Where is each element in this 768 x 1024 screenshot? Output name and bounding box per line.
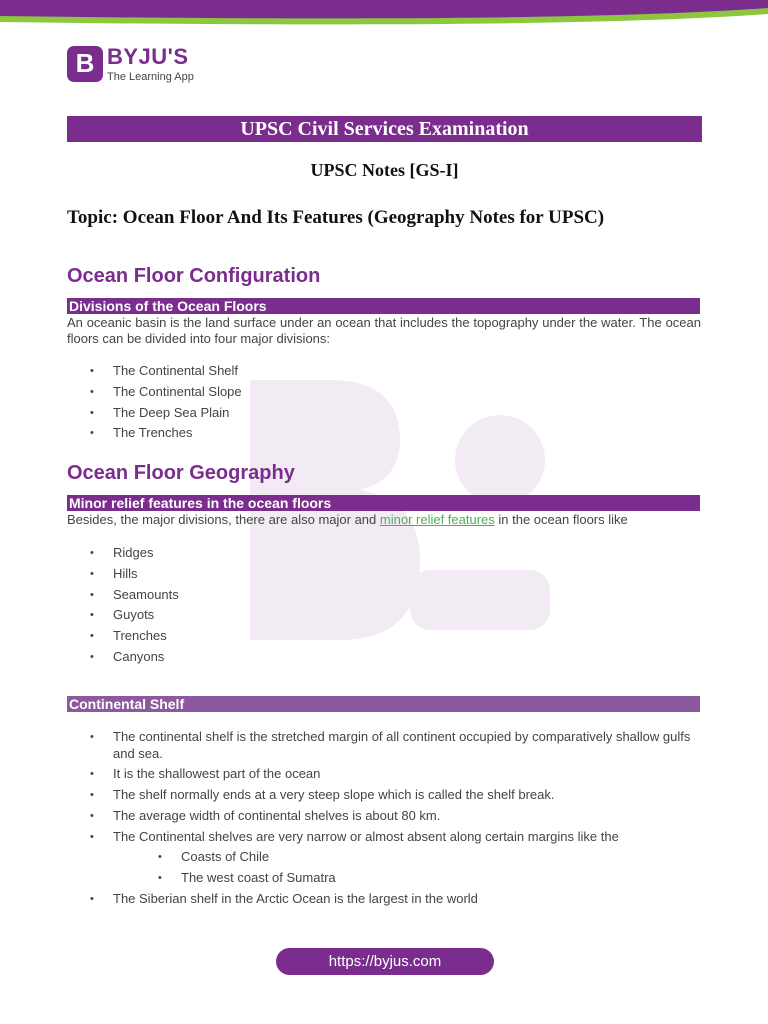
topic-heading: Topic: Ocean Floor And Its Features (Geography Notes for UPSC) [67,207,605,228]
list-item [90,829,702,887]
list-item: • The Siberian shelf in the Arctic Ocean is the largest in the world [90,891,702,908]
logo-tagline: The Learning App [107,71,194,83]
subheading-minor-relief: Minor relief features in the ocean floors [67,495,700,511]
list-item: • Ridges [90,545,702,562]
paragraph-text: in the ocean floors like [494,512,628,527]
sub-list-item: • Coasts of Chile [158,849,702,866]
section-heading-configuration: Ocean Floor Configuration [67,265,321,287]
list-item: • The Continental Slope [90,384,702,401]
exam-title-bar: UPSC Civil Services Examination [67,116,702,142]
list-item: • The Deep Sea Plain [90,405,702,422]
list-item: • The continental shelf is the stretched margin of all continent occupied by comparatively shallow gulfs and sea. [90,729,702,762]
continental-shelf-list [90,729,702,912]
section-heading-geography: Ocean Floor Geography [67,462,295,484]
list-item: • The Trenches [90,425,702,442]
paragraph-text: Besides, the major divisions, there are also major and [67,512,380,527]
notes-title: UPSC Notes [GS-I] [310,160,459,180]
list-item: • Canyons [90,649,702,666]
top-banner-decoration [0,0,768,28]
list-item: • The Continental Shelf [90,363,702,380]
divisions-list [90,363,702,446]
sub-list-item: • The west coast of Sumatra [158,870,702,887]
subheading-continental-shelf: Continental Shelf [67,696,700,712]
subheading-divisions: Divisions of the Ocean Floors [67,298,700,314]
byjus-logo [67,44,194,83]
list-item: • The shelf normally ends at a very steep slope which is called the shelf break. [90,787,702,804]
logo-brand-text: BYJU'S [107,44,189,69]
list-item: • It is the shallowest part of the ocean [90,766,702,783]
logo-badge-icon: B [67,46,103,82]
minor-relief-list [90,545,702,670]
minor-relief-features-link[interactable]: minor relief features [379,512,495,527]
sub-list [158,849,702,886]
list-item-text: The Continental shelves are very narrow or almost absent along certain margins like the [113,828,619,844]
list-item: • Trenches [90,628,702,645]
list-item: • Guyots [90,607,702,624]
footer-url-link[interactable]: https://byjus.com [276,948,494,975]
list-item: • The average width of continental shelves is about 80 km. [90,808,702,825]
list-item: • Hills [90,566,702,583]
minor-relief-paragraph [67,512,701,528]
divisions-paragraph: An oceanic basin is the land surface under an ocean that includes the topography under the water. The ocean floors can be divided into four major divisions: [67,315,701,346]
list-item: • Seamounts [90,587,702,604]
